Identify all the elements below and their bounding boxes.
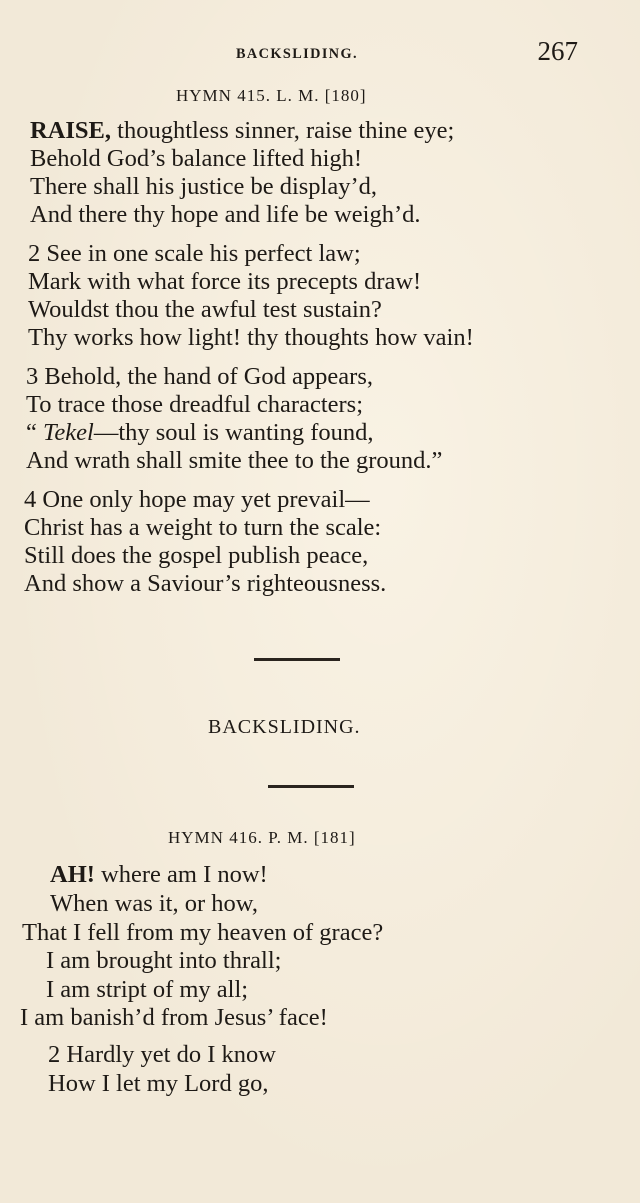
italic-word: Tekel [43, 419, 94, 446]
verse-initial-word: RAISE, [30, 117, 112, 144]
verse-line: 4 One only hope may yet prevail— [24, 486, 370, 513]
verse-line: And show a Saviour’s righteousness. [24, 570, 387, 597]
section-title: BACKSLIDING. [208, 716, 361, 738]
verse-line: Wouldst thou the awful test sustain? [28, 296, 382, 323]
verse-line: Behold God’s balance lifted high! [30, 145, 363, 172]
verse-line: 3 Behold, the hand of God appears, [26, 363, 373, 390]
verse-line: I am brought into thrall; [46, 947, 282, 974]
verse-line: Still does the gospel publish peace, [24, 542, 369, 569]
section-rule [254, 658, 340, 661]
verse-line: When was it, or how, [50, 890, 258, 917]
verse-line: To trace those dreadful characters; [26, 391, 364, 418]
hymn-415-heading: HYMN 415. L. M. [180] [176, 86, 367, 105]
verse-line: 2 See in one scale his perfect law; [28, 240, 361, 267]
verse-line: Thy works how light! thy thoughts how vain! [28, 324, 474, 351]
hymn-416-heading: HYMN 416. P. M. [181] [168, 828, 356, 847]
verse-line: There shall his justice be display’d, [30, 173, 377, 200]
verse-line: Christ has a weight to turn the scale: [24, 514, 382, 541]
verse-line: AH! where am I now! [50, 861, 268, 888]
verse-line: I am stript of my all; [46, 976, 249, 1003]
verse-initial-word: AH! [50, 861, 95, 888]
section-rule [268, 785, 354, 788]
verse-line: How I let my Lord go, [48, 1070, 269, 1097]
verse-line: And wrath shall smite thee to the ground.” [26, 447, 443, 474]
verse-line: 2 Hardly yet do I know [48, 1041, 276, 1068]
running-head: BACKSLIDING. [236, 46, 359, 62]
verse-line: “ Tekel—thy soul is wanting found, [26, 419, 374, 446]
verse-line: And there thy hope and life be weigh’d. [30, 201, 421, 228]
page-number: 267 [537, 36, 578, 66]
verse-line: Mark with what force its precepts draw! [28, 268, 422, 295]
verse-line: RAISE, thoughtless sinner, raise thine eye; [30, 117, 455, 144]
verse-line: I am banish’d from Jesus’ face! [20, 1004, 328, 1031]
verse-line: That I fell from my heaven of grace? [22, 919, 384, 946]
